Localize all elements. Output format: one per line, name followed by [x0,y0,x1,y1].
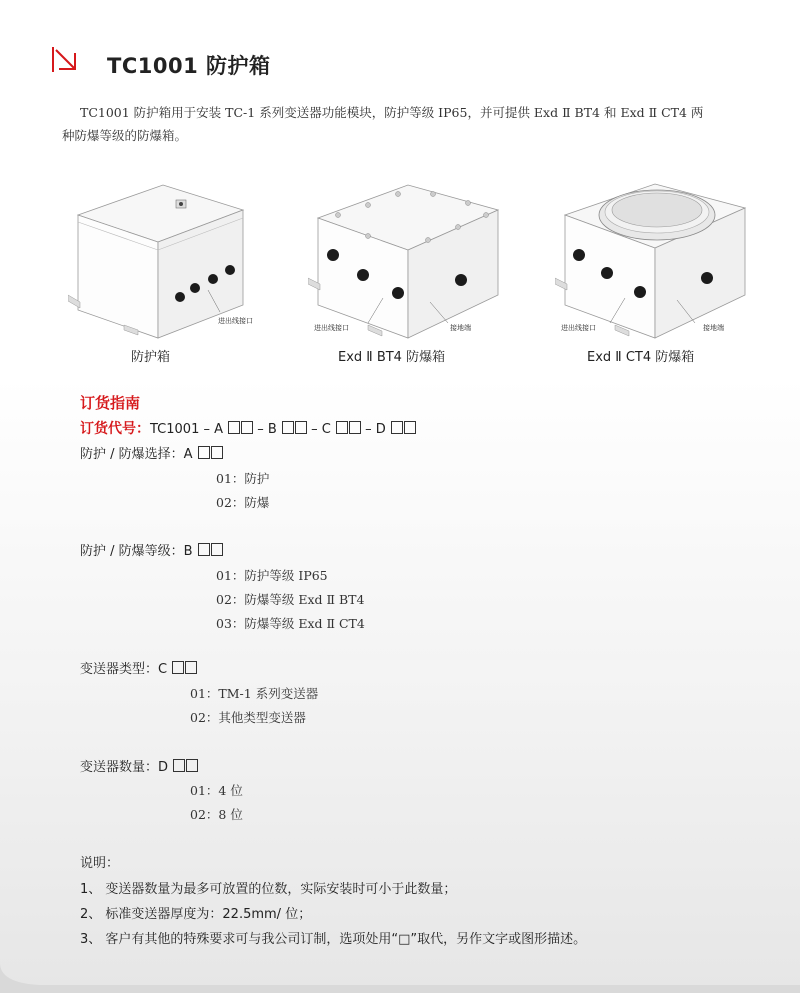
order-guide-title: 订货指南 [80,394,141,412]
section-title-text: 防护 / 防爆选择：A [80,447,193,462]
checkbox-placeholder [198,543,210,556]
option-item: 02：其他类型变送器 [190,710,306,725]
option-item: 01：TM-1 系列变送器 [190,686,319,701]
option-item: 02：防爆等级 Exd Ⅱ BT4 [216,592,365,607]
label-ground-terminal: 接地端 [450,324,471,332]
exd-ct4-box-image [555,170,755,340]
section-title-text: 变送器类型：C [80,662,168,677]
checkbox-placeholder [172,661,184,674]
page-title: TC1001 防护箱 [107,54,271,78]
section-title [80,658,197,677]
section-title-text: 防护 / 防爆等级：B [80,544,193,559]
checkbox-placeholder [241,421,253,434]
intro-line: TC1001 防护箱用于安装 TC-1 系列变送器功能模块，防护等级 IP65，并可提供 Exd Ⅱ BT4 和 Exd Ⅱ CT4 两 [80,105,704,120]
order-code-c: – C [311,422,331,437]
intro-line: 种防爆等级的防爆箱。 [62,128,188,143]
note-item: 1、 变送器数量为最多可放置的位数，实际安装时可小于此数量； [80,882,457,897]
product-caption: 防护箱 [131,350,171,365]
order-code-line [80,418,416,438]
product-exd-ct4 [555,170,755,365]
order-code-value: TC1001 – A [150,422,223,437]
checkbox-placeholder [186,759,198,772]
checkbox-placeholder [349,421,361,434]
section-title [80,443,223,462]
label-ground-terminal: 接地端 [703,324,724,332]
label-cable-entry: 进出线接口 [561,324,596,332]
checkbox-placeholder [228,421,240,434]
option-item: 01：防护 [216,471,270,486]
product-gallery [0,170,800,370]
product-caption: Exd Ⅱ CT4 防爆箱 [587,350,695,365]
section-title [80,756,198,775]
arrow-down-right-icon [50,44,80,74]
label-cable-entry: 进出线接口 [218,317,253,325]
section-title [80,540,223,559]
checkbox-placeholder [295,421,307,434]
note-item: 3、 客户有其他的特殊要求可与我公司订制，选项处用“□”取代，另作文字或图形描述。 [80,932,587,947]
option-item: 01：防护等级 IP65 [216,568,328,583]
order-code-d: – D [365,422,386,437]
label-cable-entry: 进出线接口 [314,324,349,332]
checkbox-placeholder [173,759,185,772]
intro-paragraph [62,101,790,147]
page-corner-decoration [0,963,800,993]
product-exd-bt4 [308,170,508,365]
option-item: 01：4 位 [190,783,243,798]
checkbox-placeholder [198,446,210,459]
exd-bt4-box-image [308,170,508,340]
checkbox-placeholder [211,543,223,556]
product-protective-box [68,170,258,365]
checkbox-placeholder [211,446,223,459]
checkbox-placeholder [282,421,294,434]
checkbox-placeholder [404,421,416,434]
notes-title: 说明： [80,856,120,871]
order-code-label: 订货代号： [80,421,150,437]
checkbox-placeholder [185,661,197,674]
order-code-b: – B [257,422,277,437]
option-item: 02：8 位 [190,807,243,822]
option-item: 03：防爆等级 Exd Ⅱ CT4 [216,616,365,631]
protective-box-image [68,170,258,340]
checkbox-placeholder [336,421,348,434]
option-item: 02：防爆 [216,495,270,510]
section-title-text: 变送器数量：D [80,760,169,775]
checkbox-placeholder [391,421,403,434]
product-caption: Exd Ⅱ BT4 防爆箱 [338,350,446,365]
note-item: 2、 标准变送器厚度为：22.5mm/ 位； [80,907,312,922]
